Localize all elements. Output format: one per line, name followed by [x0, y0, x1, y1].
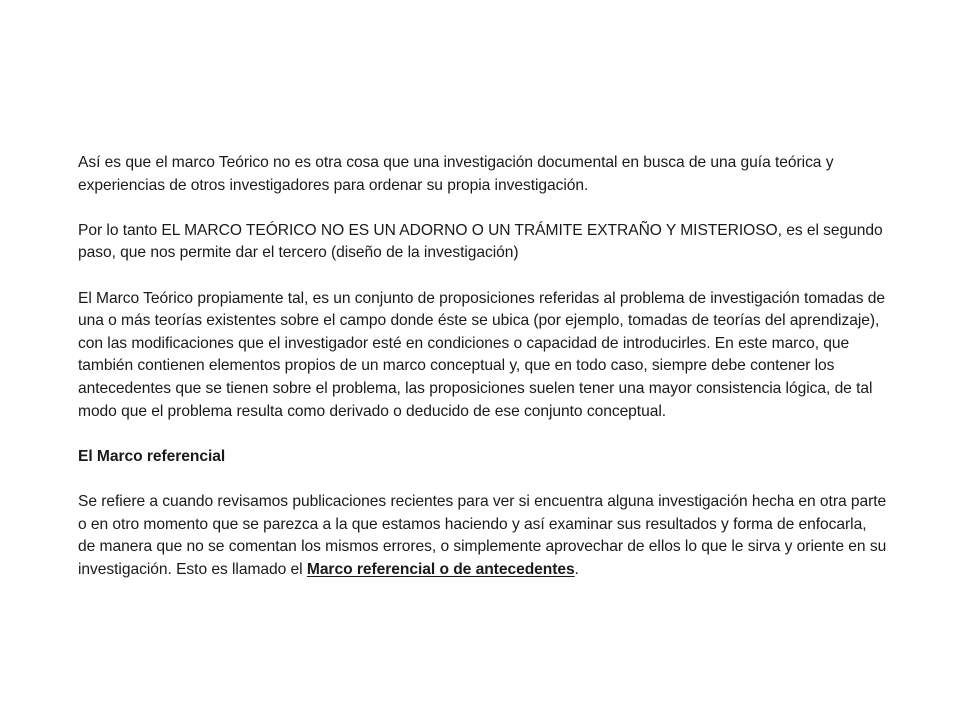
- paragraph-marco-referencial-text: Se refiere a cuando revisamos publicaciones recientes para ver si encuentra alguna investigación hecha en otra parte o en otro momento que se parezca a la que estamos haciendo y así examinar sus resultados y forma de enfocarla, de manera que no se comentan los mismos errores, o simplemente aprovechar de ellos lo que le sirva y oriente en su investigación. Esto es llamado el: [78, 492, 887, 578]
- paragraph-marco-teorico-intro: Así es que el marco Teórico no es otra cosa que una investigación documental en busca de una guía teórica y experiencias de otros investigadores para ordenar su propia investigación.: [78, 154, 834, 194]
- text-body: [78, 152, 888, 581]
- paragraph-end-period: .: [574, 560, 579, 578]
- marco-referencial-link[interactable]: Marco referencial o de antecedentes: [306, 560, 575, 578]
- paragraph-gap: [78, 197, 888, 220]
- heading-marco-referencial: El Marco referencial: [78, 447, 226, 465]
- paragraph-gap: [78, 265, 888, 288]
- paragraph-marco-teorico-definicion: El Marco Teórico propiamente tal, es un conjunto de proposiciones referidas al problema de investigación tomadas de una o más teorías existentes sobre el campo donde éste se ubica (por ejemplo, tomadas de teorías del aprendizaje), con las modificaciones que el investigador esté en condiciones o capacidad de introducirles. En este marco, que también contienen elementos propios de un marco conceptual y, que en todo caso, siempre debe contener los antecedentes que se tienen sobre el problema, las proposiciones suelen tener una mayor consistencia lógica, de tal modo que el problema resulta como derivado o deducido de ese conjunto conceptual.: [78, 289, 886, 420]
- paragraph-no-es-adorno: Por lo tanto EL MARCO TEÓRICO NO ES UN ADORNO O UN TRÁMITE EXTRAÑO Y MISTERIOSO, es el segundo paso, que nos permite dar el tercero (diseño de la investigación): [78, 221, 883, 262]
- paragraph-marco-referencial: [78, 491, 888, 581]
- paragraph-gap: [78, 468, 888, 491]
- paragraph-gap: [78, 423, 888, 446]
